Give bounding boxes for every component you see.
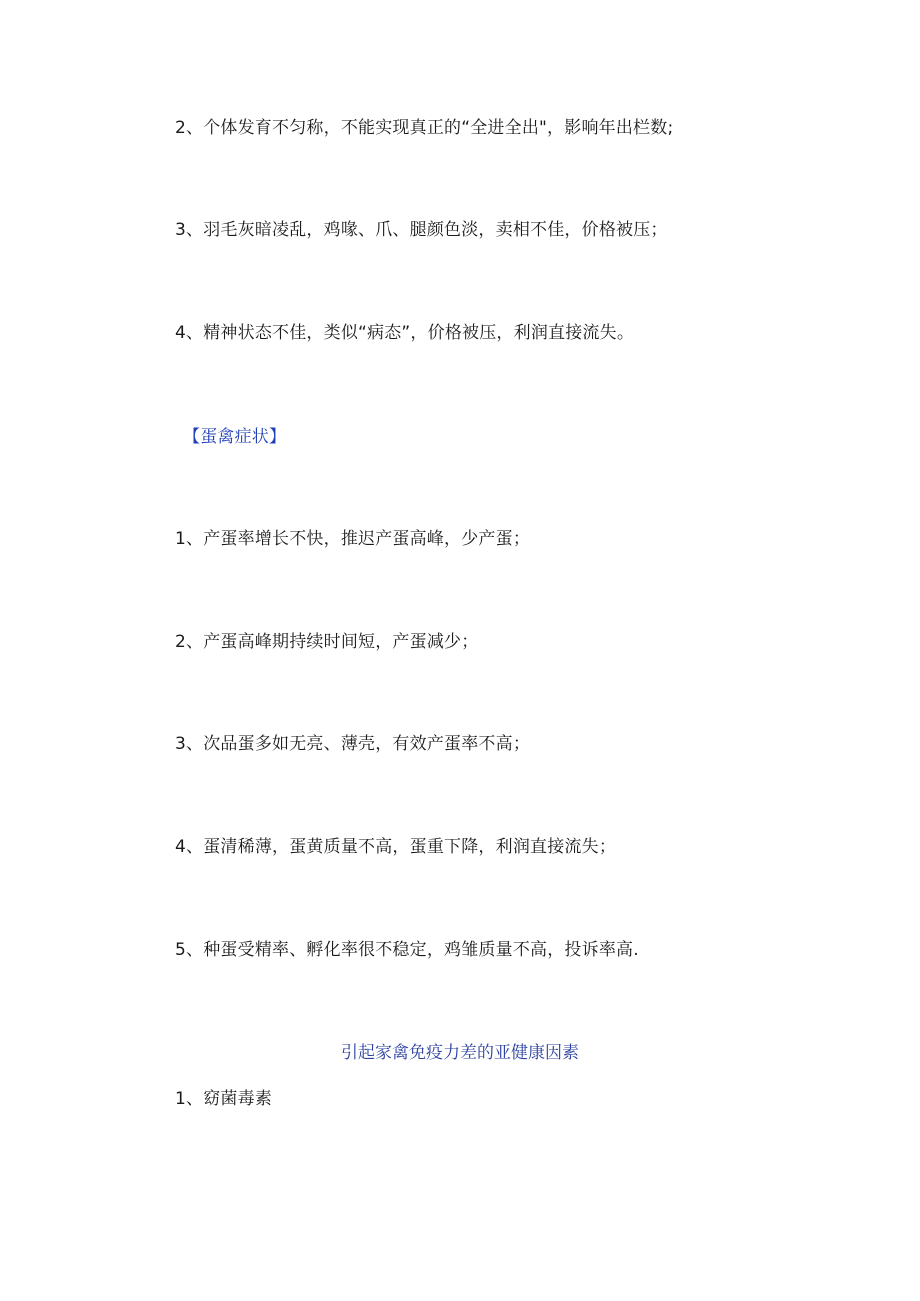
- list-item: 2、个体发育不匀称，不能实现真正的“全进全出"，影响年出栏数;: [175, 118, 674, 138]
- section-title-factors: 引起家禽免疫力差的亚健康因素: [341, 1043, 579, 1063]
- list-item: 1、产蛋率增长不快，推迟产蛋高峰，少产蛋；: [175, 529, 531, 549]
- list-item: 4、精神状态不佳，类似“病态”，价格被压，利润直接流失。: [175, 323, 635, 343]
- list-item: 4、蛋清稀薄，蛋黄质量不高，蛋重下降，利润直接流失；: [175, 837, 617, 857]
- list-item: 2、产蛋高峰期持续时间短，产蛋减少；: [175, 632, 479, 652]
- list-item: 3、次品蛋多如无亮、薄壳，有效产蛋率不高；: [175, 734, 531, 754]
- list-item: 1、窈菌毒素: [175, 1089, 273, 1109]
- section-heading-egg-symptoms: 【蛋禽症状】: [183, 427, 287, 447]
- list-item: 3、羽毛灰暗凌乱，鸡喙、爪、腿颜色淡，卖相不佳，价格被压；: [175, 220, 668, 240]
- list-item: 5、种蛋受精率、孵化率很不稳定，鸡雏质量不高，投诉率高.: [175, 940, 639, 960]
